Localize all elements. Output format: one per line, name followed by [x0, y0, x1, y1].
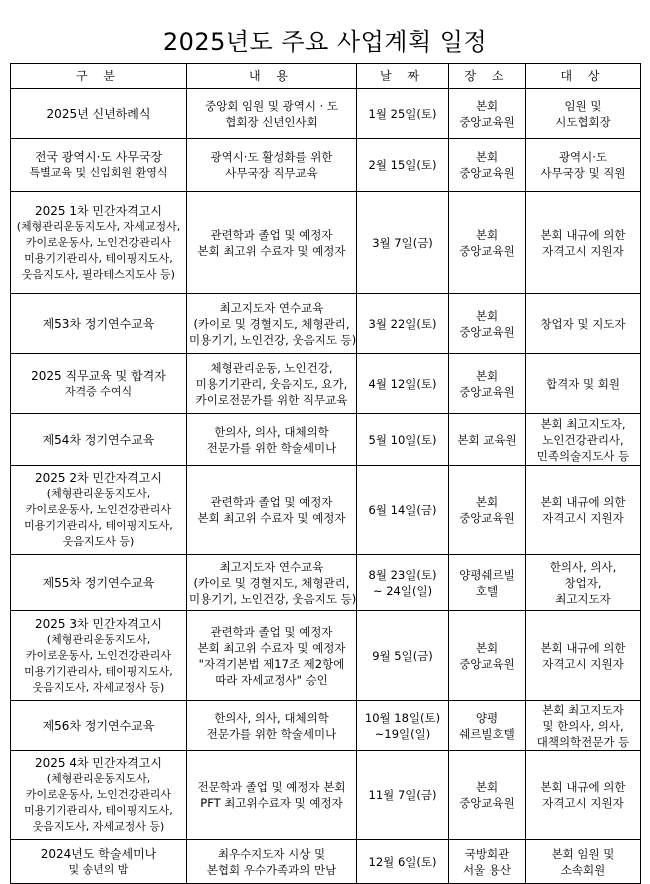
table-row — [11, 192, 641, 294]
cell-line: 특별교육 및 신입회원 환영식 — [29, 166, 168, 179]
cell-line: 전문학과 졸업 및 예정자 본회 — [197, 780, 346, 794]
cell-line: 웃음지도사, 필라테스지도사 등) — [22, 267, 175, 281]
cell-line: 노인건강관리사, — [542, 432, 624, 447]
cell-target — [526, 354, 641, 414]
cell-category — [11, 414, 187, 466]
cell-target — [526, 840, 641, 884]
cell-line: 자격고시 지원자 — [542, 511, 624, 525]
cell-line: 임원 및 — [564, 98, 602, 113]
cell-line: 사무국장 및 직원 — [540, 166, 626, 180]
cell-line: 및 송년의 밤 — [68, 862, 129, 876]
cell-line: 2025 1차 민간자격고시 — [35, 203, 162, 218]
cell-target — [526, 611, 641, 701]
cell-line: 카이로운동사, 노인건강관리사 — [25, 788, 172, 801]
cell-line: 본회 내규에 의한 — [540, 227, 626, 242]
cell-target — [526, 555, 641, 611]
cell-line: 전문가를 위한 학술세미나 — [206, 726, 337, 741]
cell-date — [357, 192, 449, 294]
cell-content — [187, 294, 357, 354]
cell-line: 광역시·도 — [558, 150, 608, 164]
cell-line: 9월 5일(금) — [372, 648, 433, 663]
cell-place — [449, 414, 526, 466]
cell-line: 합격자 및 회원 — [546, 376, 620, 391]
cell-line: 11월 7일(금) — [368, 788, 437, 802]
cell-line: 본회 최고위 수료자 및 예정자 — [197, 640, 346, 655]
cell-target — [526, 414, 641, 466]
cell-line: 자격고시 지원자 — [542, 243, 624, 258]
cell-content — [187, 414, 357, 466]
cell-line: 관련학과 졸업 및 예정자 — [210, 227, 333, 242]
cell-date — [357, 466, 449, 555]
cell-date — [357, 751, 449, 840]
table-row — [11, 354, 641, 414]
cell-date — [357, 89, 449, 139]
cell-line: 중앙교육원 — [459, 114, 515, 129]
header-content: 내 용 — [187, 64, 357, 89]
cell-line: 본회 최고위 수료자 및 예정자 — [197, 511, 346, 525]
cell-content — [187, 611, 357, 701]
cell-line: 광역시·도 활성화를 위한 — [210, 150, 333, 164]
table-row — [11, 139, 641, 192]
cell-line: 본회 임원 및 — [551, 846, 615, 861]
cell-line: 제56차 정기연수교육 — [42, 718, 155, 733]
cell-line: 본협회 우수가족과의 만남 — [206, 862, 337, 877]
cell-line: 2025 직무교육 및 합격자 — [31, 368, 166, 383]
cell-date — [357, 611, 449, 701]
cell-line: 10월 18일(토) — [364, 710, 441, 725]
cell-line: 따라 자세교정사" 승인 — [215, 672, 328, 687]
cell-line: 중앙교육원 — [459, 511, 515, 525]
cell-line: 본회 — [475, 780, 499, 794]
cell-content — [187, 192, 357, 294]
cell-line: (체형관리운동지도사, 자세교정사, — [16, 219, 181, 233]
cell-line: 카이로운동사, 노인건강관리사 — [25, 235, 172, 249]
cell-line: ~19일(일) — [374, 726, 431, 741]
cell-line: 1월 25일(토) — [368, 106, 437, 121]
cell-category — [11, 89, 187, 139]
cell-date — [357, 294, 449, 354]
cell-line: 창업자 및 지도자 — [540, 316, 626, 331]
cell-line: 미용기기관리, 웃음지도, 요가, — [195, 376, 348, 391]
cell-line: 본회 최고위 수료자 및 예정자 — [197, 243, 346, 258]
cell-place — [449, 840, 526, 884]
table-row — [11, 751, 641, 840]
cell-target — [526, 139, 641, 192]
cell-line: 카이로전문가를 위한 직무교육 — [195, 392, 348, 407]
cell-line: 미용기기관리사, 테이핑지도사, — [24, 804, 173, 817]
cell-line: 최고지도자 연수교육 — [219, 300, 324, 315]
table-row — [11, 840, 641, 884]
cell-category — [11, 611, 187, 701]
cell-line: 4월 12일(토) — [368, 376, 437, 391]
cell-category — [11, 701, 187, 751]
cell-category — [11, 555, 187, 611]
cell-category — [11, 840, 187, 884]
cell-place — [449, 89, 526, 139]
cell-line: 제54차 정기연수교육 — [42, 432, 155, 447]
cell-category — [11, 139, 187, 192]
cell-line: 최우수지도자 시상 및 — [217, 846, 326, 861]
cell-line: 한의사, 의사, 대체의학 — [214, 710, 329, 725]
cell-line: 미용기기관리사, 테이핑지도사, — [24, 664, 173, 678]
cell-line: 양평쉐르빌 — [459, 567, 515, 582]
cell-line: 본회 — [475, 98, 499, 113]
cell-place — [449, 701, 526, 751]
cell-line: 2025 4차 민간자격고시 — [35, 756, 162, 770]
table-row — [11, 414, 641, 466]
cell-line: 자격고시 지원자 — [542, 656, 624, 671]
cell-line: 관련학과 졸업 및 예정자 — [210, 624, 333, 639]
cell-line: 본회 — [475, 640, 499, 655]
header-row — [11, 64, 641, 89]
cell-line: 관련학과 졸업 및 예정자 — [210, 495, 333, 509]
cell-line: 8월 23일(토) — [368, 567, 437, 582]
cell-line: 본회 교육원 — [457, 432, 517, 447]
cell-line: 중앙회 임원 및 광역시 · 도 — [204, 98, 339, 113]
cell-category — [11, 294, 187, 354]
cell-line: 중앙교육원 — [459, 656, 515, 671]
cell-place — [449, 139, 526, 192]
cell-date — [357, 555, 449, 611]
cell-line: (체형관리운동지도사, — [46, 632, 151, 646]
cell-line: 본회 최고지도자 — [542, 702, 624, 717]
cell-date — [357, 354, 449, 414]
cell-line: 미용기기관리사, 테이핑지도사, — [24, 251, 173, 265]
cell-place — [449, 466, 526, 555]
cell-date — [357, 139, 449, 192]
cell-line: 시도협회장 — [555, 114, 611, 129]
cell-line: 전국 광역시·도 사무국장 — [34, 150, 163, 164]
cell-line: 5월 10일(토) — [368, 432, 437, 447]
cell-line: 미용기기, 노인건강, 웃음지도 등) — [189, 332, 357, 347]
cell-line: 웃음지도사, 자세교정사 등) — [32, 820, 165, 833]
cell-date — [357, 840, 449, 884]
cell-content — [187, 555, 357, 611]
cell-line: 본회 내규에 의한 — [540, 640, 626, 655]
table-row — [11, 89, 641, 139]
cell-place — [449, 192, 526, 294]
cell-line: 대책의학전문가 등 — [536, 734, 630, 749]
cell-line: 제55차 정기연수교육 — [42, 575, 155, 590]
header-target: 대 상 — [526, 64, 641, 89]
cell-place — [449, 555, 526, 611]
cell-line: 미용기기, 노인건강, 웃음지도 등) — [189, 591, 357, 606]
cell-line: 본회 내규에 의한 — [540, 780, 626, 794]
cell-line: (카이로 및 경혈지도, 체형관리, — [193, 316, 350, 331]
cell-line: (카이로 및 경혈지도, 체형관리, — [193, 575, 350, 590]
cell-line: 6월 14일(금) — [368, 503, 437, 517]
cell-line: 중앙교육원 — [459, 796, 515, 810]
cell-content — [187, 139, 357, 192]
cell-line: 최고지도자 연수교육 — [219, 559, 324, 574]
cell-category — [11, 466, 187, 555]
cell-line: 2월 15일(토) — [368, 158, 437, 172]
table-row — [11, 701, 641, 751]
cell-line: 웃음지도사, 자세교정사 등) — [32, 680, 165, 694]
table-row — [11, 611, 641, 701]
table-row — [11, 466, 641, 555]
cell-line: 2024년도 학술세미나 — [40, 846, 157, 861]
cell-target — [526, 89, 641, 139]
cell-line: 최고지도자 — [555, 591, 611, 606]
cell-line: 12월 6일(토) — [368, 854, 437, 869]
cell-line: 국방회관 — [464, 846, 510, 861]
cell-line: "자격기본법 제17조 제2항에 — [198, 656, 345, 671]
table-row — [11, 294, 641, 354]
cell-target — [526, 294, 641, 354]
cell-line: 미용기기관리사, 테이핑지도사, — [24, 519, 173, 532]
cell-line: 전문가를 위한 학술세미나 — [206, 440, 337, 455]
cell-line: 체형관리운동, 노인건강, — [210, 360, 333, 375]
cell-line: 3월 22일(토) — [368, 316, 437, 331]
cell-line: 본회 — [475, 495, 499, 509]
cell-line: 중앙교육원 — [459, 166, 515, 180]
cell-line: (체형관리운동지도사, — [46, 772, 151, 785]
cell-place — [449, 294, 526, 354]
cell-line: (체형관리운동지도사, — [46, 487, 151, 500]
cell-content — [187, 701, 357, 751]
cell-line: 중앙교육원 — [459, 243, 515, 258]
cell-target — [526, 701, 641, 751]
cell-content — [187, 466, 357, 555]
cell-line: 2025년 신년하례식 — [46, 106, 151, 121]
cell-line: 자격증 수여식 — [64, 384, 133, 398]
cell-line: 한의사, 의사, 대체의학 — [214, 424, 329, 439]
cell-line: 2025 3차 민간자격고시 — [35, 616, 162, 631]
cell-date — [357, 414, 449, 466]
cell-content — [187, 354, 357, 414]
cell-line: 제53차 정기연수교육 — [42, 316, 155, 331]
cell-target — [526, 466, 641, 555]
cell-place — [449, 354, 526, 414]
cell-content — [187, 751, 357, 840]
cell-line: 사무국장 직무교육 — [225, 166, 318, 180]
cell-line: 본회 — [475, 308, 499, 323]
cell-place — [449, 611, 526, 701]
cell-line: 양평 — [475, 710, 499, 725]
cell-category — [11, 751, 187, 840]
cell-line: 호텔 — [475, 583, 499, 598]
cell-line: 쉐르빌호텔 — [459, 726, 515, 741]
cell-line: 카이로운동사, 노인건강관리사 — [25, 503, 172, 516]
cell-line: 자격고시 지원자 — [542, 796, 624, 810]
page-title: 2025년도 주요 사업계획 일정 — [162, 28, 488, 56]
cell-line: 소속회원 — [560, 862, 606, 877]
header-category: 구 분 — [11, 64, 187, 89]
cell-line: 본회 최고지도자, — [540, 416, 626, 431]
cell-line: 한의사, 의사, — [549, 559, 617, 574]
cell-line: 본회 — [475, 227, 499, 242]
cell-category — [11, 192, 187, 294]
header-place: 장 소 — [449, 64, 526, 89]
cell-line: 본회 — [475, 368, 499, 383]
cell-category — [11, 354, 187, 414]
cell-place — [449, 751, 526, 840]
cell-line: 중앙교육원 — [459, 384, 515, 399]
cell-line: 서울 용산 — [462, 862, 512, 877]
schedule-table — [10, 63, 641, 884]
cell-target — [526, 751, 641, 840]
cell-line: 협회장 신년인사회 — [225, 114, 318, 129]
cell-line: 웃음지도사 등) — [62, 535, 135, 548]
cell-line: 카이로운동사, 노인건강관리사 — [25, 648, 172, 662]
cell-content — [187, 89, 357, 139]
cell-line: 3월 7일(금) — [372, 235, 433, 250]
cell-content — [187, 840, 357, 884]
cell-line: 창업자, — [564, 575, 602, 590]
cell-line: 중앙교육원 — [459, 324, 515, 339]
header-date: 날 짜 — [357, 64, 449, 89]
cell-line: PFT 최고위수료자 및 예정자 — [200, 796, 343, 810]
cell-line: 2025 2차 민간자격고시 — [35, 471, 162, 485]
cell-line: ~ 24일(일) — [372, 583, 433, 598]
cell-line: 본회 — [475, 150, 499, 164]
cell-date — [357, 701, 449, 751]
table-row — [11, 555, 641, 611]
cell-line: 및 한의사, 의사, — [542, 718, 624, 733]
cell-line: 민족의술지도사 등 — [536, 448, 630, 463]
cell-target — [526, 192, 641, 294]
cell-line: 본회 내규에 의한 — [540, 495, 626, 509]
